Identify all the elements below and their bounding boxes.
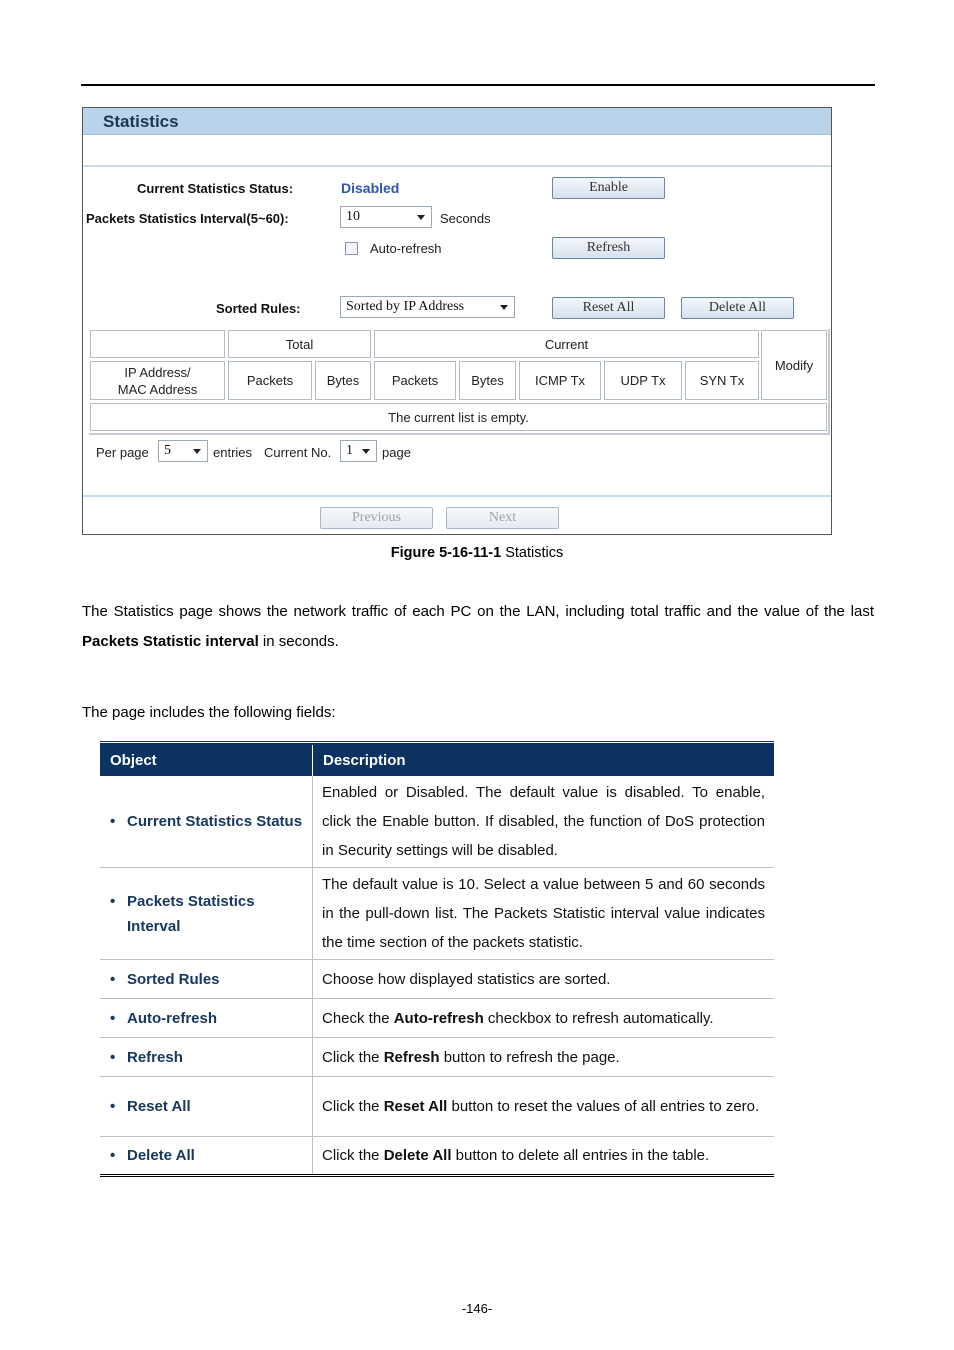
- divider: [83, 165, 831, 167]
- table-row: [100, 960, 774, 999]
- description-bold: Refresh: [383, 1048, 440, 1066]
- chevron-down-icon: [500, 305, 508, 310]
- description-bold: Auto-refresh: [393, 1009, 484, 1027]
- per-page-value: 5: [164, 443, 171, 458]
- table-row: [100, 1137, 774, 1176]
- header-description: Description: [313, 743, 775, 776]
- col-current-packets: Packets: [374, 361, 456, 400]
- chevron-down-icon: [362, 449, 370, 454]
- col-udp-tx: UDP Tx: [604, 361, 682, 400]
- object-name: Delete All: [127, 1147, 195, 1164]
- col-syn-tx: SYN Tx: [685, 361, 759, 400]
- bullet-icon: •: [110, 813, 116, 830]
- current-no-select[interactable]: [340, 440, 377, 462]
- interval-value: 10: [346, 209, 360, 224]
- object-description: [313, 960, 775, 999]
- table-row: [100, 868, 774, 960]
- col-modify: Modify: [761, 330, 827, 400]
- object-description: [313, 1137, 775, 1176]
- intro-bold: Packets Statistic interval: [82, 633, 259, 650]
- previous-button[interactable]: Previous: [320, 507, 433, 529]
- current-status-value: Disabled: [341, 180, 400, 196]
- header-object: Object: [100, 743, 313, 776]
- sorted-rules-label: Sorted Rules:: [216, 301, 301, 316]
- delete-all-button[interactable]: Delete All: [681, 297, 794, 319]
- interval-label: Packets Statistics Interval(5~60):: [86, 211, 289, 226]
- col-ip: IP Address/: [124, 364, 191, 380]
- bullet-icon: •: [110, 1147, 116, 1164]
- col-current-bytes: Bytes: [459, 361, 516, 400]
- col-icmp-tx: ICMP Tx: [519, 361, 601, 400]
- description-bold: Reset All: [383, 1098, 448, 1115]
- object-name: Packets Statistics Interval: [127, 892, 255, 935]
- object-description: [313, 999, 775, 1038]
- chevron-down-icon: [193, 449, 201, 454]
- description-text: Enabled or Disabled. The default value is disabled. To enable, click the Enable button. If disabled, the function of DoS protection in Security settings will be disabled.: [322, 784, 765, 859]
- panel-title: Statistics: [83, 108, 831, 135]
- auto-refresh-label: Auto-refresh: [370, 241, 442, 256]
- group-total: Total: [228, 330, 371, 358]
- description-text: Check the: [322, 1009, 394, 1027]
- statistics-table: [89, 329, 830, 435]
- description-text: Click the: [322, 1098, 384, 1115]
- fields-table: [100, 741, 774, 1177]
- table-row: [100, 1038, 774, 1077]
- object-name: Auto-refresh: [127, 1009, 218, 1027]
- bullet-icon: •: [110, 1098, 116, 1115]
- bullet-icon: •: [110, 1048, 116, 1066]
- description-bold: Delete All: [383, 1147, 452, 1164]
- description-text: button to delete all entries in the table.: [451, 1147, 710, 1164]
- intro-paragraph: [82, 597, 874, 657]
- fields-table-header: [100, 743, 774, 776]
- page-number: -146-: [461, 1301, 493, 1316]
- object-name: Current Statistics Status: [127, 813, 303, 830]
- object-name: Sorted Rules: [127, 970, 220, 988]
- description-text: Click the: [322, 1147, 384, 1164]
- enable-button[interactable]: Enable: [552, 177, 665, 199]
- interval-select[interactable]: [340, 206, 432, 228]
- chevron-down-icon: [417, 215, 425, 220]
- sorted-rules-select[interactable]: [340, 296, 515, 318]
- description-text: Click the: [322, 1048, 384, 1066]
- col-total-bytes: Bytes: [315, 361, 371, 400]
- col-ip-mac: [90, 361, 225, 400]
- table-row: [100, 776, 774, 868]
- per-page-select[interactable]: [158, 440, 208, 462]
- table-row: [100, 1077, 774, 1137]
- fields-intro: The page includes the following fields:: [82, 704, 336, 721]
- object-description: [313, 868, 775, 960]
- object-description: [313, 776, 775, 868]
- bullet-icon: •: [110, 892, 116, 910]
- refresh-button[interactable]: Refresh: [552, 237, 665, 259]
- header-rule: [81, 84, 875, 86]
- description-text: checkbox to refresh automatically.: [483, 1009, 714, 1027]
- object-description: [313, 1038, 775, 1077]
- bullet-icon: •: [110, 970, 116, 988]
- statistics-screenshot: [82, 107, 832, 535]
- auto-refresh-checkbox[interactable]: [345, 242, 358, 255]
- description-text: The default value is 10. Select a value between 5 and 60 seconds in the pull-down list. The Packets Statistic interval value indicates the time section of the packets statistic.: [322, 876, 765, 951]
- empty-list-message: The current list is empty.: [90, 403, 827, 431]
- current-no-label: Current No.: [264, 445, 332, 460]
- object-name: Refresh: [127, 1048, 183, 1066]
- entries-label: entries: [213, 445, 253, 460]
- figure-title: Statistics: [501, 545, 564, 561]
- figure-caption: [0, 545, 954, 561]
- col-total-packets: Packets: [228, 361, 312, 400]
- description-text: button to reset the values of all entries to zero.: [447, 1098, 760, 1115]
- col-mac: MAC Address: [117, 381, 198, 397]
- page-label: page: [382, 445, 411, 460]
- object-name: Reset All: [127, 1098, 191, 1115]
- current-no-value: 1: [346, 443, 353, 458]
- per-page-label: Per page: [96, 445, 149, 460]
- description-text: Choose how displayed statistics are sorted.: [322, 970, 611, 988]
- seconds-label: Seconds: [440, 211, 491, 226]
- current-status-label: Current Statistics Status:: [137, 181, 294, 196]
- bullet-icon: •: [110, 1009, 116, 1027]
- table-row: [100, 999, 774, 1038]
- next-button[interactable]: Next: [446, 507, 559, 529]
- intro-text: The Statistics page shows the network traffic of each PC on the LAN, including total traffic and the value of the last: [82, 603, 874, 620]
- sorted-rules-value: Sorted by IP Address: [346, 299, 465, 314]
- figure-id: Figure 5-16-11-1: [390, 545, 502, 561]
- group-current: Current: [374, 330, 759, 358]
- object-description: [313, 1077, 775, 1137]
- description-text: button to refresh the page.: [439, 1048, 620, 1066]
- reset-all-button[interactable]: Reset All: [552, 297, 665, 319]
- intro-text-end: in seconds.: [258, 633, 339, 650]
- table-corner: [90, 330, 225, 358]
- divider: [83, 495, 831, 497]
